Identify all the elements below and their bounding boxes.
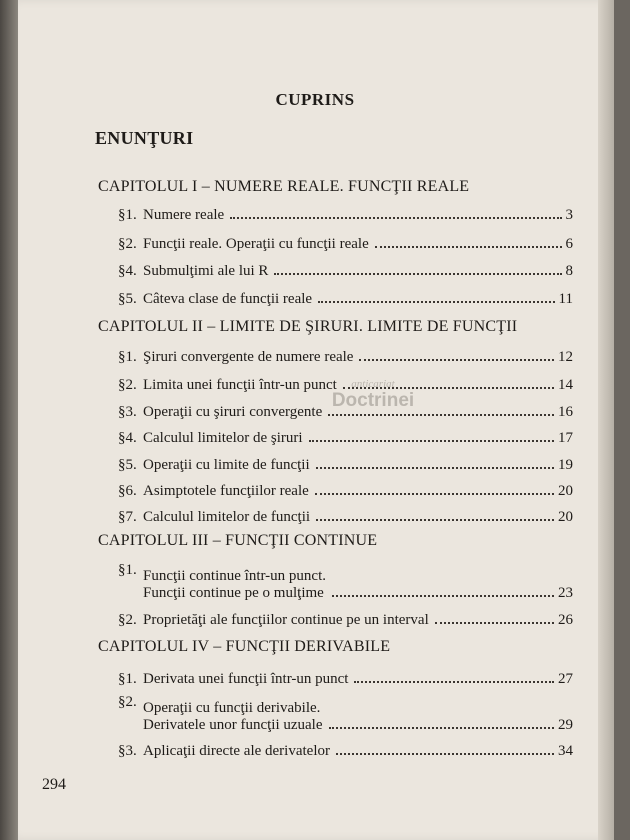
- toc-entry: [118, 607, 573, 629]
- entry-title: Asimptotele funcţiilor reale: [143, 483, 309, 499]
- entry-page: 20: [558, 483, 573, 499]
- entry-number: §3.: [118, 743, 137, 759]
- entry-title: Numere reale: [143, 207, 225, 223]
- entry-page: 11: [558, 291, 573, 307]
- entry-number: §5.: [118, 291, 137, 307]
- entry-number: §2.: [118, 612, 137, 628]
- page-edge: [598, 0, 614, 840]
- entry-number: §1.: [118, 562, 137, 578]
- entry-title-line-2: Derivatele unor funcţii uzuale: [143, 717, 323, 733]
- entry-number: §6.: [118, 483, 137, 499]
- book-spine-shadow: [0, 0, 18, 840]
- toc-entry: [118, 504, 573, 526]
- entry-number: §3.: [118, 404, 137, 420]
- toc-entry: [118, 694, 573, 734]
- toc-entry: [118, 344, 573, 366]
- toc-entry: [118, 452, 573, 474]
- entry-number: §1.: [118, 207, 137, 223]
- entry-number: §2.: [118, 236, 137, 252]
- entry-number: §1.: [118, 349, 137, 365]
- entry-number: §7.: [118, 509, 137, 525]
- entry-page: 17: [558, 430, 573, 446]
- entry-title: Submulţimi ale lui R: [143, 263, 269, 279]
- entry-title: Calculul limitelor de şiruri: [143, 430, 303, 446]
- entry-number: §5.: [118, 457, 137, 473]
- entry-title: Derivata unei funcţii într-un punct: [143, 671, 349, 687]
- toc-entry: [118, 478, 573, 500]
- entry-number: §4.: [118, 430, 137, 446]
- entry-page: 20: [558, 509, 573, 525]
- entry-title: Câteva clase de funcţii reale: [143, 291, 313, 307]
- entry-page: 27: [558, 671, 573, 687]
- toc-entry: [118, 372, 573, 394]
- toc-entry: [118, 425, 573, 447]
- entry-title: Calculul limitelor de funcţii: [143, 509, 311, 525]
- watermark-line-1: anticariat: [351, 378, 395, 390]
- toc-entry: [118, 738, 573, 760]
- toc-entry: [118, 286, 573, 308]
- chapter-3-title: CAPITOLUL III – FUNCŢII CONTINUE: [98, 532, 378, 549]
- entry-title: Aplicaţii directe ale derivatelor: [143, 743, 330, 759]
- entry-number: §2.: [118, 694, 137, 710]
- page-title: CUPRINS: [275, 90, 355, 109]
- toc-entry: [118, 258, 573, 280]
- page-number: 294: [42, 776, 66, 793]
- entry-title: Funcţii reale. Operaţii cu funcţii reale: [143, 236, 369, 252]
- entry-page: 19: [558, 457, 573, 473]
- entry-page: 23: [558, 585, 573, 601]
- toc-entry: [118, 562, 573, 602]
- toc-entry: [118, 666, 573, 688]
- entry-page: 14: [558, 377, 573, 393]
- entry-number: §1.: [118, 671, 137, 687]
- entry-number: §4.: [118, 263, 137, 279]
- toc-entry: [118, 202, 573, 224]
- entry-title: Operaţii cu limite de funcţii: [143, 457, 310, 473]
- chapter-4-title: CAPITOLUL IV – FUNCŢII DERIVABILE: [98, 638, 391, 655]
- watermark-line-2: Doctrinei: [331, 390, 415, 411]
- toc-entry: [118, 399, 573, 421]
- entry-title: Operaţii cu funcţii derivabile.: [143, 700, 321, 716]
- entry-page: 8: [565, 263, 573, 279]
- entry-page: 34: [558, 743, 573, 759]
- entry-title: Operaţii cu şiruri convergente: [143, 404, 323, 420]
- entry-title-line-2: Funcţii continue pe o mulţime: [143, 585, 324, 601]
- entry-title: Limita unei funcţii într-un punct: [143, 377, 337, 393]
- entry-title: Proprietăţi ale funcţiilor continue pe un interval: [143, 612, 429, 628]
- entry-page: 3: [565, 207, 573, 223]
- chapter-2-title: CAPITOLUL II – LIMITE DE ŞIRURI. LIMITE DE FUNCŢII: [98, 318, 518, 335]
- entry-number: §2.: [118, 377, 137, 393]
- entry-title: Funcţii continue într-un punct.: [143, 568, 327, 584]
- entry-page: 26: [558, 612, 573, 628]
- entry-page: 16: [558, 404, 573, 420]
- section-title: ENUNŢURI: [95, 128, 194, 148]
- entry-page: 29: [558, 717, 573, 733]
- toc-entry: [118, 231, 573, 253]
- entry-page: 12: [558, 349, 573, 365]
- entry-title: Şiruri convergente de numere reale: [143, 349, 354, 365]
- chapter-1-title: CAPITOLUL I – NUMERE REALE. FUNCŢII REALE: [98, 178, 470, 195]
- entry-page: 6: [565, 236, 573, 252]
